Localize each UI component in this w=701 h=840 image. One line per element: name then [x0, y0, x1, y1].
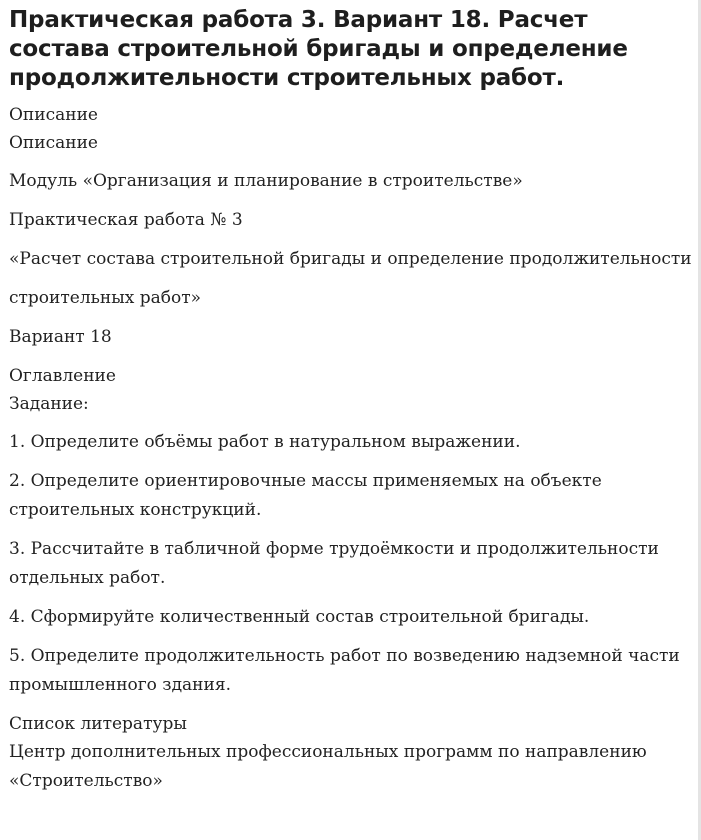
task-item-4: 4. Сформируйте количественный состав строительной бригады. — [9, 607, 590, 627]
toc-section — [9, 362, 693, 700]
literature-text: Центр дополнительных профессиональных программ по направлению «Строительство» — [9, 742, 647, 791]
work-title-continued-paragraph: строительных работ» — [9, 288, 202, 308]
description-section — [9, 101, 693, 352]
work-title-paragraph: «Расчет состава строительной бригады и определение продолжительности — [9, 249, 692, 269]
page-title: Практическая работа 3. Вариант 18. Расчет состава строительной бригады и определение продолжительности строительных работ. — [9, 7, 628, 91]
task-label: Задание: — [9, 394, 89, 414]
document-content — [9, 6, 693, 796]
literature-section — [9, 710, 693, 796]
task-list — [9, 428, 693, 700]
description-heading: Описание — [9, 105, 98, 125]
variant-paragraph: Вариант 18 — [9, 327, 112, 347]
task-item-1: 1. Определите объёмы работ в натуральном выражении. — [9, 432, 521, 452]
work-number-paragraph: Практическая работа № 3 — [9, 210, 243, 230]
toc-heading: Оглавление — [9, 366, 116, 386]
literature-heading: Список литературы — [9, 714, 187, 734]
task-item-3: 3. Рассчитайте в табличной форме трудоёмкости и продолжительности отдельных работ. — [9, 539, 659, 588]
task-item-5: 5. Определите продолжительность работ по возведению надземной части промышленного здания. — [9, 646, 680, 695]
description-subheading: Описание — [9, 133, 98, 153]
task-item-2: 2. Определите ориентировочные массы применяемых на объекте строительных конструкций. — [9, 471, 602, 520]
module-paragraph: Модуль «Организация и планирование в строительстве» — [9, 171, 523, 191]
